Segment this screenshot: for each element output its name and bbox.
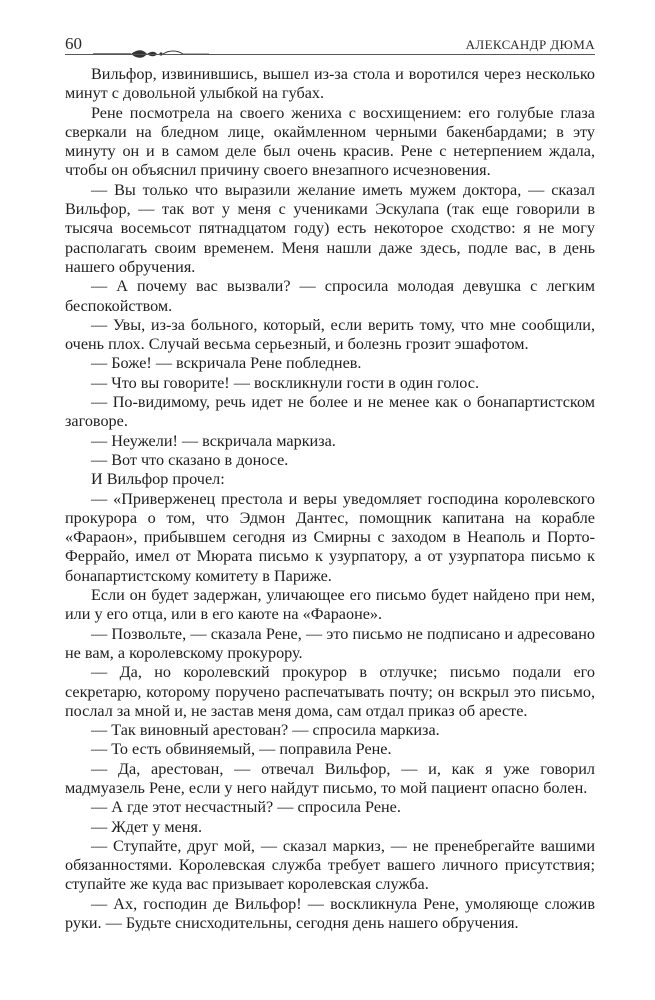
paragraph: — Боже! — вскричала Рене побледнев.: [91, 354, 362, 373]
paragraph: — Неужели! — вскричала маркиза.: [91, 431, 336, 450]
page-number: 60: [65, 34, 82, 53]
paragraph: — Ах, господин де Вильфор! — воскликнула Рене, умоляюще сложив руки. — Будьте снисходительны, сегодня день нашего обручения.: [65, 894, 595, 933]
paragraph: — Ждет у меня.: [91, 817, 203, 836]
paragraph: И Вильфор прочел:: [91, 470, 225, 489]
header-rule: [65, 54, 595, 55]
paragraph: — Вот что сказано в доносе.: [91, 450, 289, 469]
paragraph: Рене посмотрела на своего жениха с восхищением: его голубые глаза сверкали на бледном лице, окаймленном черными бакенбардами; в эту минуту он и в самом деле был очень красив. Рене с нетерпением ждала, чтобы он объяснил причину своего внезапного исчезновения.: [65, 103, 595, 180]
running-title: АЛЕКСАНДР ДЮМА: [465, 37, 595, 52]
paragraph: — Увы, из-за больного, который, если верить тому, что мне сообщили, очень плох. Случай весьма серьезный, и болезнь грозит эшафотом.: [65, 315, 595, 354]
paragraph: — А где этот несчастный? — спросила Рене.: [91, 798, 401, 817]
page-header: [65, 34, 595, 58]
paragraph: — Позвольте, — сказала Рене, — это письмо не подписано и адресовано не вам, а королевскому прокурору.: [65, 624, 595, 662]
paragraph: Если он будет задержан, уличающее его письмо будет найдено при нем, или у его отца, или в его каюте на «Фараоне».: [65, 586, 595, 624]
paragraph: — «Приверженец престола и веры уведомляет господина королевского прокурора о том, что Эдмон Дантес, помощник капитана на корабле «Фараон», прибывшем сегодня из Смирны с заходом в Неаполь и Порто-Феррайо, имел от Мюрата письмо к узурпатору, а от узурпатора письмо к бонапартистскому комитету в Париже.: [65, 489, 595, 585]
paragraph: — Да, арестован, — отвечал Вильфор, — и, как я уже говорил мадмуазель Рене, если у него найдут письмо, то мой пациент опасно болен.: [65, 759, 595, 797]
body-text: [65, 65, 595, 933]
paragraph: — А почему вас вызвали? — спросила молодая девушка с легким беспокойством.: [65, 277, 595, 315]
paragraph: — Да, но королевский прокурор в отлучке; письмо подали его секретарю, которому поручено распечатывать почту; он вскрыл это письмо, послал за мной и, не застав меня дома, сам отдал приказ об аресте.: [65, 663, 595, 720]
paragraph: — Что вы говорите! — воскликнули гости в один голос.: [91, 373, 480, 392]
paragraph: Вильфор, извинившись, вышел из-за стола и воротился через несколько минут с довольной улыбкой на губах.: [65, 65, 595, 103]
paragraph: — Ступайте, друг мой, — сказал маркиз, — не пренебрегайте вашими обязанностями. Королевская служба требует вашего личного присутствия; ступайте же куда вас призывает королевская служба.: [65, 836, 595, 894]
paragraph: — Вы только что выразили желание иметь мужем доктора, — сказал Вильфор, — так вот у меня с учениками Эскулапа (так еще говорили в тысяча восемьсот пятнадцатом году) есть некоторое сходство: я не могу располагать своим временем. Меня нашли даже здесь, подле вас, в день нашего обручения.: [65, 180, 595, 276]
paragraph: — Так виновный арестован? — спросила маркиза.: [91, 721, 440, 740]
paragraph: — По-видимому, речь идет не более и не менее как о бонапартистском заговоре.: [65, 393, 595, 431]
paragraph: — То есть обвиняемый, — поправила Рене.: [91, 740, 392, 759]
